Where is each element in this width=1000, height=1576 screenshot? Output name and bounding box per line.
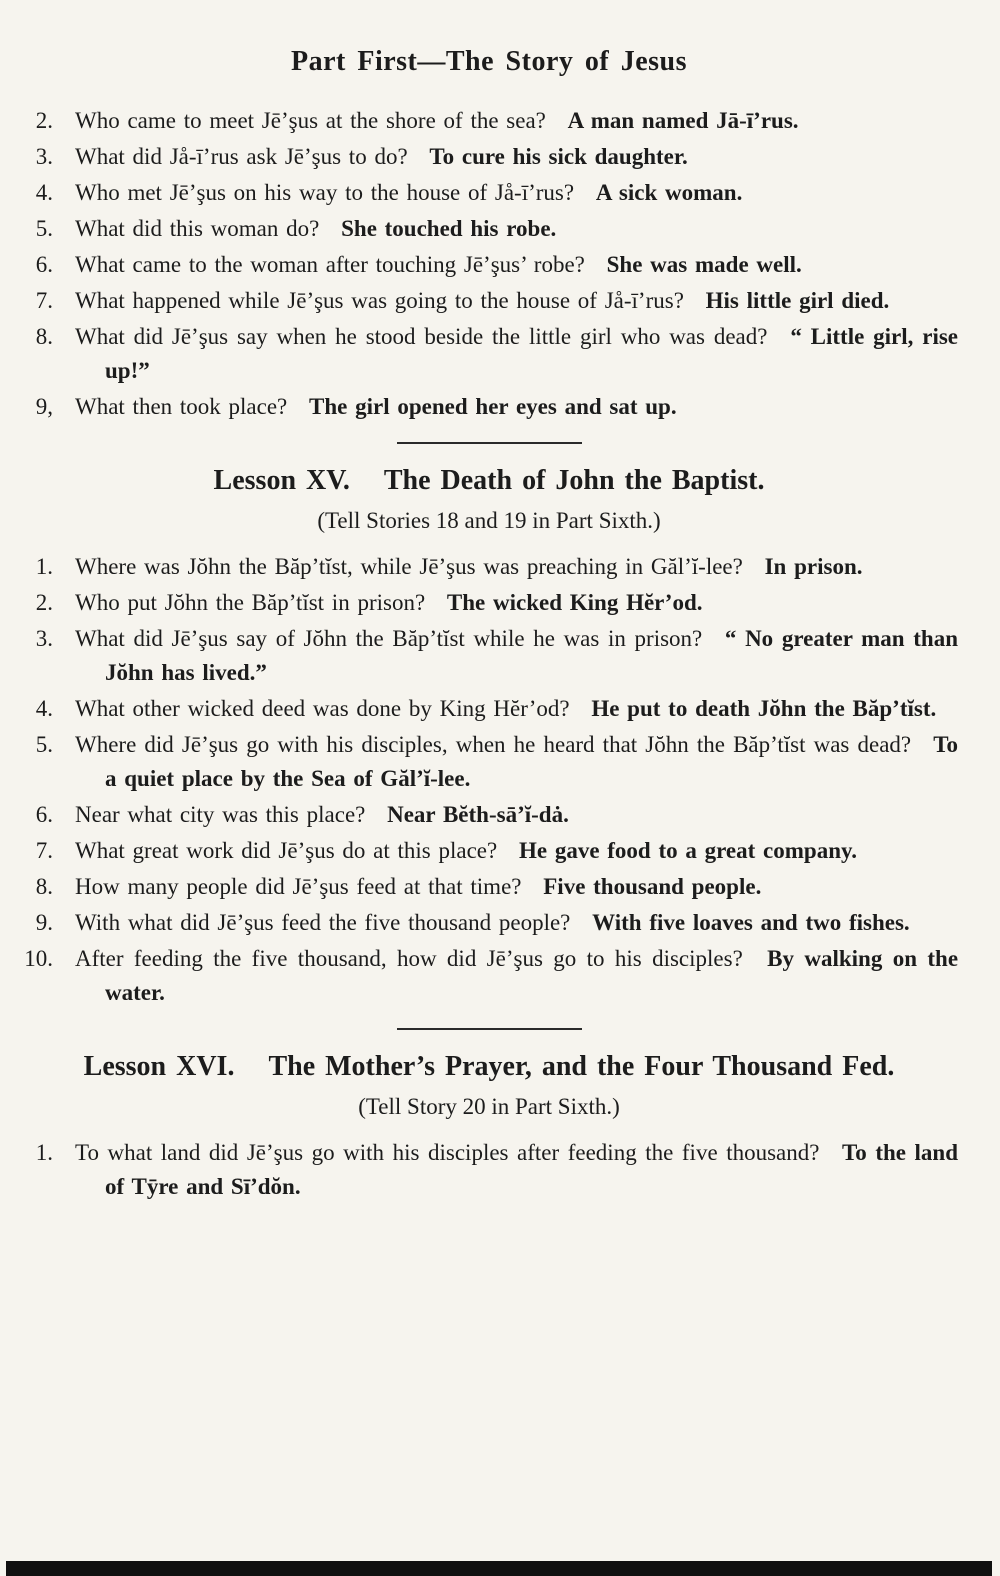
item-number: 10. xyxy=(24,946,53,971)
item-number: 2. xyxy=(35,590,53,615)
question-text: What did Jē’şus say of Jŏhn the Băp’tĭst while he was in prison? xyxy=(75,626,703,651)
qa-text xyxy=(75,906,958,940)
qa-item xyxy=(20,390,958,424)
lesson-heading-label: Lesson XVI. xyxy=(83,1051,235,1082)
qa-text xyxy=(75,728,958,796)
question-text: With what did Jē’şus feed the five thousand people? xyxy=(75,910,571,935)
qa-text xyxy=(75,320,958,388)
qa-list xyxy=(20,550,958,1010)
question-text: Near what city was this place? xyxy=(75,802,366,827)
qa-item xyxy=(20,586,958,620)
answer-text: Five thousand people. xyxy=(543,874,762,899)
qa-item xyxy=(20,1136,958,1204)
answer-text: In prison. xyxy=(764,554,863,579)
scan-edge-bar xyxy=(6,1561,992,1576)
lesson-heading-title: The Mother’s Prayer, and the Four Thousand Fed. xyxy=(268,1051,895,1082)
qa-text xyxy=(75,942,958,1010)
question-text: What happened while Jē’şus was going to the house of Jå-ī’rus? xyxy=(75,288,684,313)
qa-text xyxy=(75,550,958,584)
item-number: 9, xyxy=(35,394,53,419)
question-text: After feeding the five thousand, how did Jē’şus go to his disciples? xyxy=(75,946,743,971)
question-text: What did this woman do? xyxy=(75,216,320,241)
qa-text xyxy=(75,834,958,868)
qa-item xyxy=(20,176,958,210)
answer-text: Near Bĕth-sā’ĭ-dȧ. xyxy=(387,802,569,827)
answer-text: “ Little girl, rise up!” xyxy=(105,324,959,383)
qa-text xyxy=(75,248,958,282)
item-number: 8. xyxy=(35,874,53,899)
qa-text xyxy=(75,140,958,174)
question-text: Who put Jŏhn the Băp’tĭst in prison? xyxy=(75,590,426,615)
item-number: 7. xyxy=(35,838,53,863)
qa-item xyxy=(20,550,958,584)
lesson-heading xyxy=(50,1048,928,1086)
question-text: What then took place? xyxy=(75,394,288,419)
qa-item xyxy=(20,834,958,868)
lesson-heading-title: The Death of John the Baptist. xyxy=(383,465,765,496)
answer-text: He gave food to a great company. xyxy=(518,838,857,863)
item-number: 6. xyxy=(35,252,53,277)
question-text: What great work did Jē’şus do at this place? xyxy=(75,838,498,863)
qa-text xyxy=(75,870,958,904)
question-text: How many people did Jē’şus feed at that time? xyxy=(75,874,522,899)
qa-item xyxy=(20,212,958,246)
qa-item xyxy=(20,728,958,796)
qa-text xyxy=(75,692,958,726)
question-text: To what land did Jē’şus go with his disciples after feeding the five thousand? xyxy=(75,1140,820,1165)
sections xyxy=(20,104,958,1204)
lesson-section xyxy=(20,1028,958,1204)
question-text: Who came to meet Jē’şus at the shore of the sea? xyxy=(75,108,546,133)
item-number: 3. xyxy=(35,626,53,651)
answer-text: With five loaves and two fishes. xyxy=(592,910,910,935)
lesson-section xyxy=(20,442,958,1010)
qa-text xyxy=(75,176,958,210)
qa-item xyxy=(20,692,958,726)
qa-item xyxy=(20,798,958,832)
answer-text: “ No greater man than Jŏhn has lived.” xyxy=(105,626,958,685)
item-number: 5. xyxy=(35,216,53,241)
item-number: 5. xyxy=(35,732,53,757)
qa-item xyxy=(20,320,958,388)
question-text: Where did Jē’şus go with his disciples, when he heard that Jŏhn the Băp’tĭst was dead? xyxy=(75,732,912,757)
qa-text xyxy=(75,586,958,620)
answer-text: She touched his robe. xyxy=(341,216,557,241)
answer-text: The girl opened her eyes and sat up. xyxy=(309,394,677,419)
qa-item xyxy=(20,140,958,174)
item-number: 2. xyxy=(35,108,53,133)
item-number: 3. xyxy=(35,144,53,169)
qa-text xyxy=(75,622,958,690)
answer-text: To a quiet place by the Sea of Găl’ĭ-lee. xyxy=(105,732,958,791)
qa-item xyxy=(20,104,958,138)
answer-text: A sick woman. xyxy=(595,180,743,205)
answer-text: To cure his sick daughter. xyxy=(429,144,688,169)
qa-text xyxy=(75,798,958,832)
question-text: What came to the woman after touching Jē’şus’ robe? xyxy=(75,252,585,277)
qa-item xyxy=(20,942,958,1010)
item-number: 7. xyxy=(35,288,53,313)
item-number: 4. xyxy=(35,696,53,721)
qa-text xyxy=(75,390,958,424)
item-number: 1. xyxy=(35,1140,53,1165)
item-number: 6. xyxy=(35,802,53,827)
qa-item xyxy=(20,248,958,282)
answer-text: She was made well. xyxy=(606,252,802,277)
item-number: 1. xyxy=(35,554,53,579)
question-text: Who met Jē’şus on his way to the house of Jå-ī’rus? xyxy=(75,180,575,205)
lesson-subheading: (Tell Stories 18 and 19 in Part Sixth.) xyxy=(317,508,661,533)
qa-text xyxy=(75,1136,958,1204)
item-number: 4. xyxy=(35,180,53,205)
question-text: What did Jå-ī’rus ask Jē’şus to do? xyxy=(75,144,408,169)
item-number: 9. xyxy=(35,910,53,935)
qa-text xyxy=(75,212,958,246)
qa-item xyxy=(20,870,958,904)
qa-item xyxy=(20,284,958,318)
question-text: What did Jē’şus say when he stood beside the little girl who was dead? xyxy=(75,324,768,349)
qa-list xyxy=(20,104,958,424)
answer-text: A man named Jā-ī’rus. xyxy=(567,108,799,133)
section-divider xyxy=(397,1028,582,1030)
page-title: Part First—The Story of Jesus xyxy=(290,46,687,77)
qa-item xyxy=(20,906,958,940)
lesson-heading xyxy=(50,462,928,500)
question-text: What other wicked deed was done by King Hĕr’od? xyxy=(75,696,570,721)
lesson-section xyxy=(20,104,958,424)
qa-list xyxy=(20,1136,958,1204)
qa-text xyxy=(75,284,958,318)
section-divider xyxy=(397,442,582,444)
qa-item xyxy=(20,622,958,690)
question-text: Where was Jŏhn the Băp’tĭst, while Jē’şus was preaching in Găl’ĭ-lee? xyxy=(75,554,743,579)
lesson-subheading: (Tell Story 20 in Part Sixth.) xyxy=(358,1094,620,1119)
answer-text: By walking on the water. xyxy=(105,946,959,1005)
lesson-heading-label: Lesson XV. xyxy=(213,465,350,496)
answer-text: The wicked King Hĕr’od. xyxy=(446,590,703,615)
answer-text: His little girl died. xyxy=(705,288,890,313)
answer-text: To the land of Tȳre and Sī’dŏn. xyxy=(105,1140,958,1199)
item-number: 8. xyxy=(35,324,53,349)
qa-text xyxy=(75,104,958,138)
answer-text: He put to death Jŏhn the Băp’tĭst. xyxy=(591,696,937,721)
